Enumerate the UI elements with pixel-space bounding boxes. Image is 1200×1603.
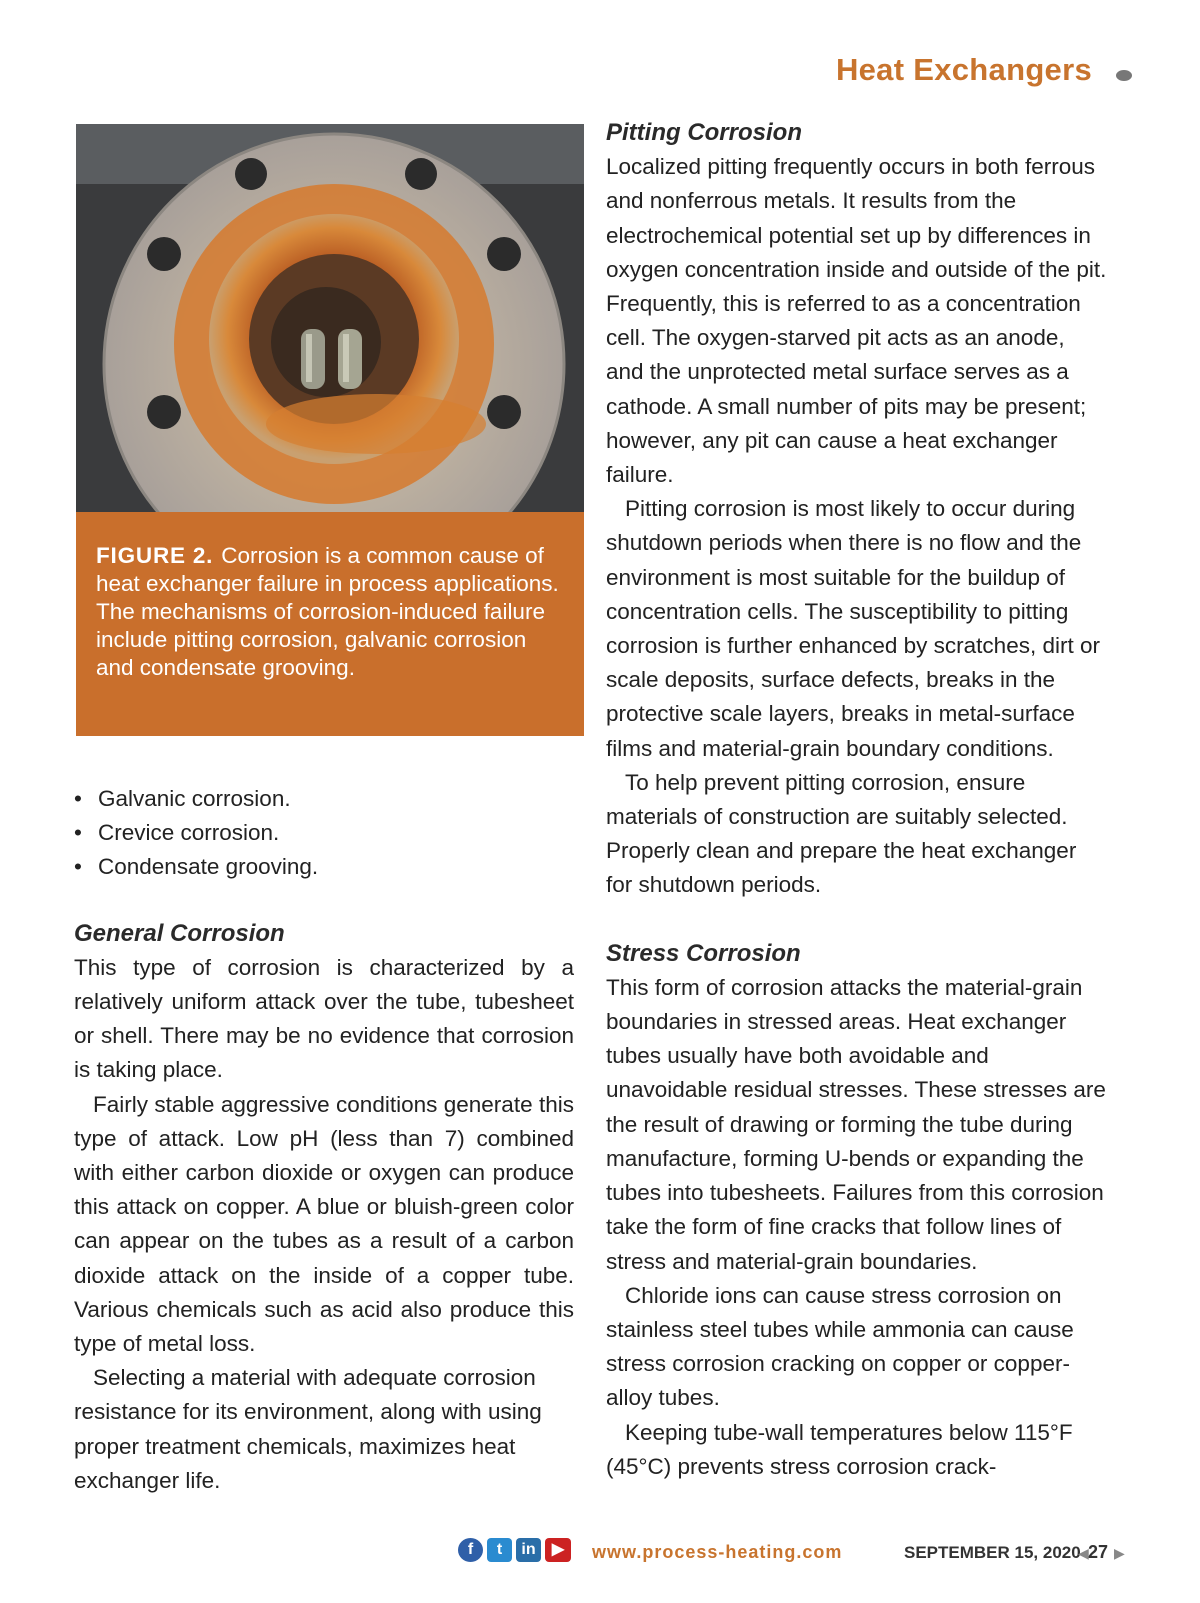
stress-corrosion-heading: Stress Corrosion <box>606 939 801 967</box>
general-corrosion-heading: General Corrosion <box>74 919 285 947</box>
pitting-corrosion-paragraph-1: Localized pitting frequently occurs in both ferrous and nonferrous metals. It results from the electrochemical potential set up by differences in oxygen concentration inside and outside of the pit. Frequently, this is referred to as a concentration cell. The oxygen-starved pit acts as an anode, and the unprotected metal surface serves as a cathode. A small number of pits may be present; however, any pit can cause a heat exchanger failure. <box>606 154 1107 488</box>
general-corrosion-paragraph-3: Selecting a material with adequate corrosion resistance for its environment, along with using proper treatment chemicals, maximizes heat exchanger life. <box>74 1365 542 1493</box>
general-corrosion-paragraph-1: This type of corrosion is characterized by a relatively uniform attack over the tube, tubesheet or shell. There may be no evidence that corrosion is taking place. <box>74 954 574 1083</box>
figure-caption <box>76 512 584 736</box>
figure-caption-text: Corrosion is a common cause of heat exchanger failure in process applications. The mechanisms of corrosion-induced failure include pitting corrosion, galvanic corrosion and condensate grooving. <box>96 543 559 680</box>
figure-label: FIGURE 2. <box>96 543 214 568</box>
linkedin-icon[interactable]: in <box>516 1538 541 1562</box>
youtube-icon[interactable]: ▶ <box>545 1538 571 1562</box>
right-column <box>606 116 1108 1484</box>
pitting-corrosion-heading: Pitting Corrosion <box>606 119 802 146</box>
figure-2 <box>76 124 584 736</box>
corroded-flange-photo <box>76 124 584 512</box>
general-corrosion-paragraph-2: Fairly stable aggressive conditions generate this type of attack. Low pH (less than 7) combined with either carbon dioxide or oxygen can produce this attack on copper. A blue or bluish-green color can appear on the tubes as a result of a carbon dioxide attack on the inside of a copper tube. Various chemicals such as acid also produce this type of metal loss. <box>74 1091 574 1357</box>
left-column-lower <box>74 782 574 1498</box>
list-item: • Galvanic corrosion. <box>74 782 574 816</box>
stress-corrosion-paragraph-1: This form of corrosion attacks the material-grain boundaries in stressed areas. Heat exchanger tubes usually have both avoidable and unavoidable residual stresses. These stresses are the result of drawing or forming the tube during manufacture, forming U-bends or expanding the tubes into tubesheets. Failures from this corrosion take the form of fine cracks that follow lines of stress and material-grain boundaries. <box>606 974 1106 1274</box>
corroded-flange-image <box>76 124 584 512</box>
page-number: 27 <box>1088 1542 1109 1562</box>
section-title: Heat Exchangers <box>835 52 1092 87</box>
issue-date: SEPTEMBER 15, 2020 <box>904 1543 1081 1562</box>
page-next-icon: ▶ <box>1114 1545 1125 1561</box>
corrosion-type-list <box>74 782 574 885</box>
list-item: • Condensate grooving. <box>74 850 574 884</box>
page-prev-icon: ◀ <box>1078 1545 1089 1561</box>
stress-corrosion-paragraph-3: Keeping tube-wall temperatures below 115°F (45°C) prevents stress corrosion crack- <box>606 1419 1073 1479</box>
facebook-icon[interactable]: f <box>458 1538 483 1562</box>
section-marker-icon <box>1116 70 1132 81</box>
twitter-icon[interactable]: t <box>487 1538 512 1562</box>
pitting-corrosion-paragraph-3: To help prevent pitting corrosion, ensure materials of construction are suitably selected. Properly clean and prepare the heat exchanger for shutdown periods. <box>606 769 1077 898</box>
social-links <box>458 1538 571 1562</box>
stress-corrosion-paragraph-2: Chloride ions can cause stress corrosion on stainless steel tubes while ammonia can cause stress corrosion cracking on copper or copper-alloy tubes. <box>606 1282 1074 1411</box>
list-item: • Crevice corrosion. <box>74 816 574 850</box>
website-link[interactable]: www.process-heating.com <box>592 1542 843 1562</box>
page-footer <box>0 1536 1200 1570</box>
pitting-corrosion-paragraph-2: Pitting corrosion is most likely to occur during shutdown periods when there is no flow and the environment is most suitable for the buildup of concentration cells. The susceptibility to pitting corrosion is further enhanced by scratches, dirt or scale deposits, surface defects, breaks in the protective scale layers, breaks in metal-surface films and material-grain boundary conditions. <box>606 496 1100 761</box>
